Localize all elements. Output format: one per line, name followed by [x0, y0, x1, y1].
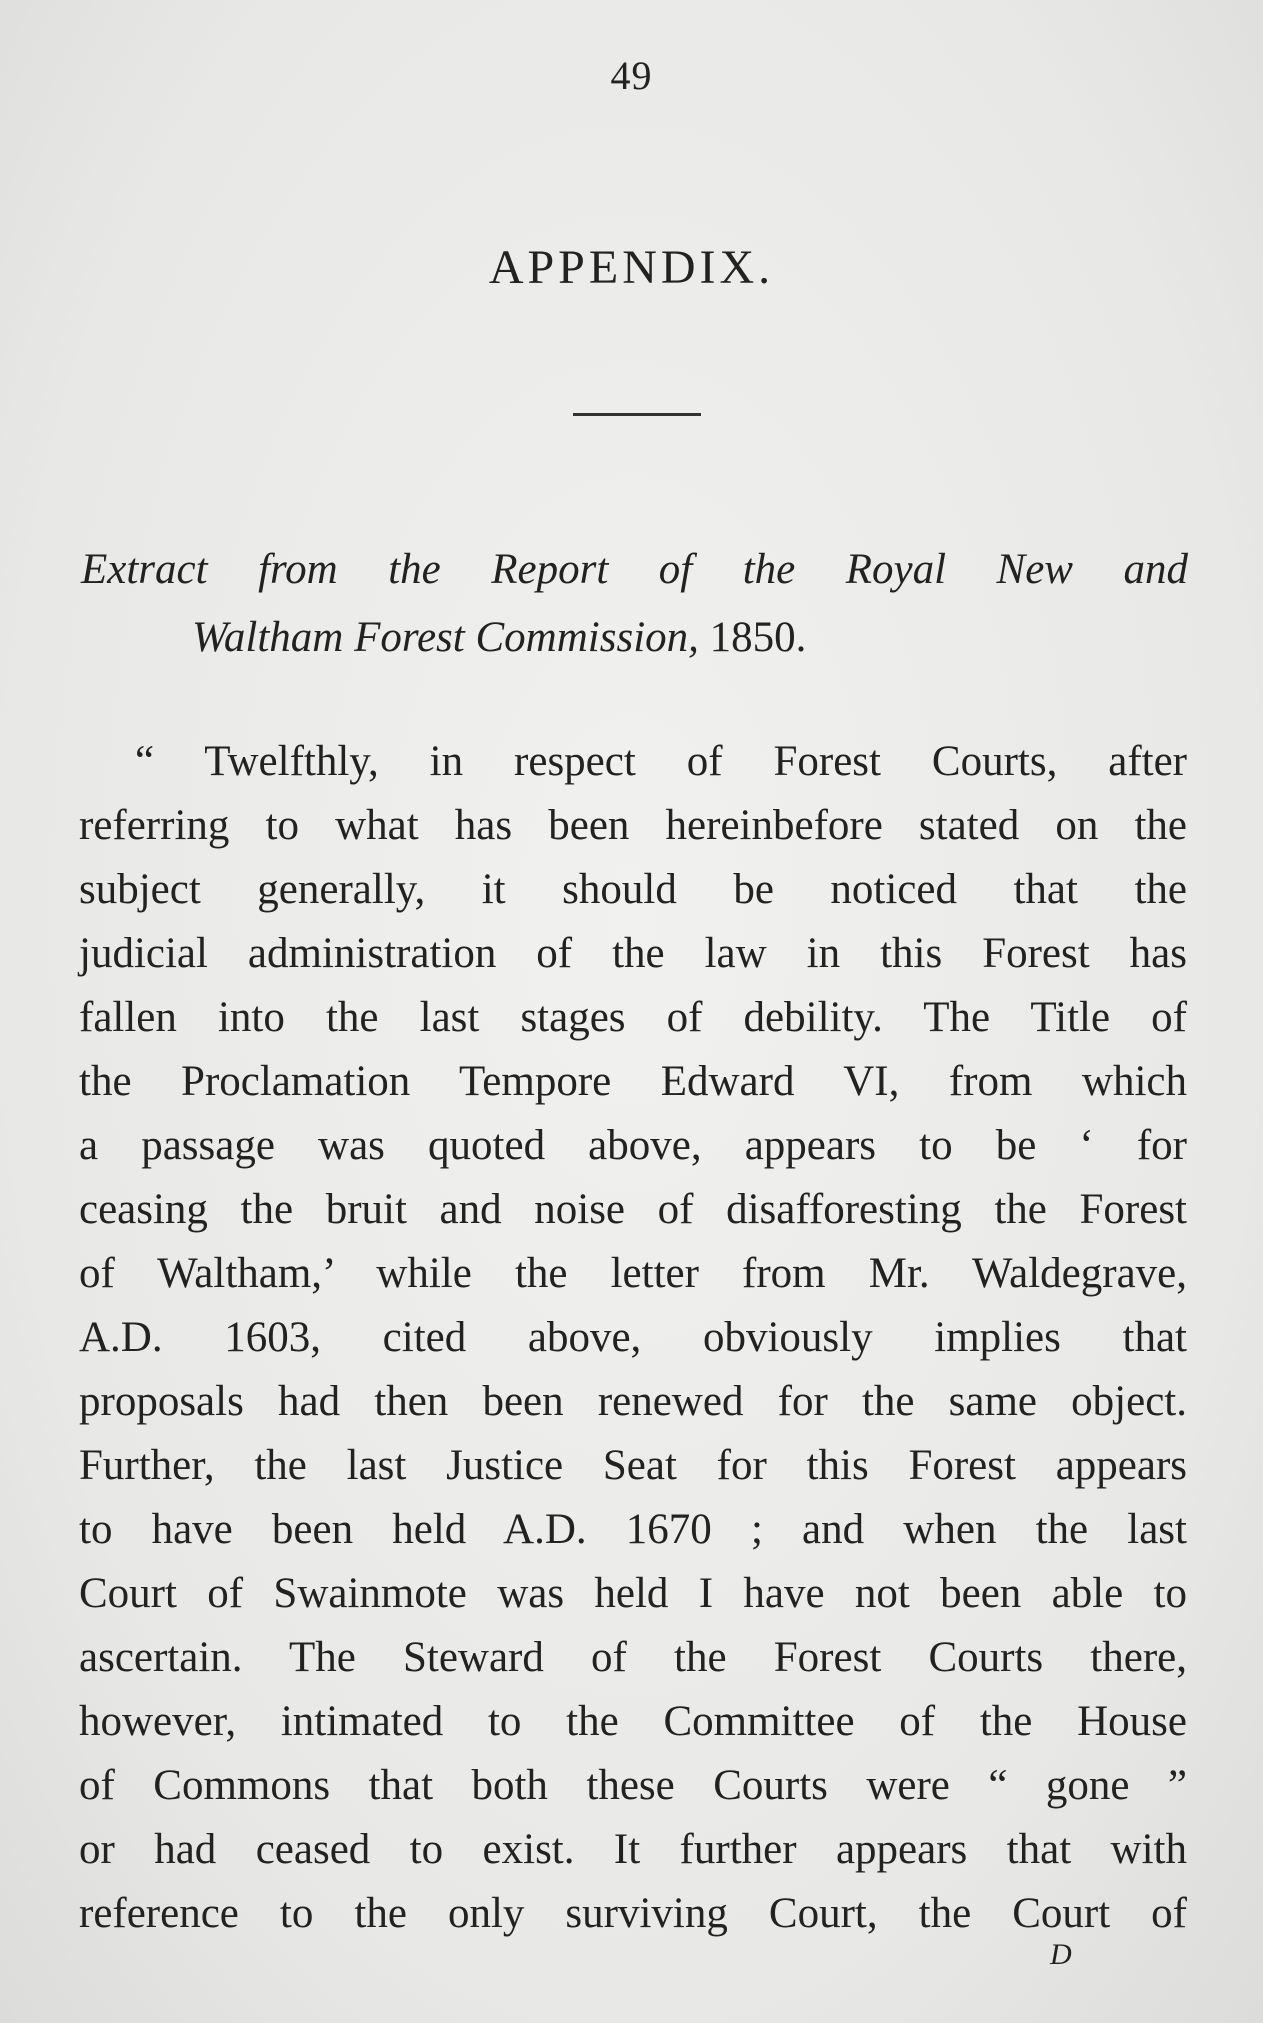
extract-title-line-2 [192, 606, 992, 670]
body-line: subject generally, it should be noticed that the [79, 866, 1187, 913]
extract-title-text: Extract from the Report of the Royal New and [81, 546, 1188, 593]
body-line: reference to the only surviving Court, the Court of [79, 1890, 1187, 1937]
body-line: referring to what has been hereinbefore stated on the [79, 802, 1187, 849]
body-line: ceasing the bruit and noise of disafforesting the Forest [79, 1186, 1187, 1233]
body-line: Further, the last Justice Seat for this Forest appears [79, 1442, 1187, 1489]
body-line: the Proclamation Tempore Edward VI, from which [79, 1058, 1187, 1105]
body-line: however, intimated to the Committee of the House [79, 1698, 1187, 1745]
body-line: Court of Swainmote was held I have not been able to [79, 1570, 1187, 1617]
body-line: fallen into the last stages of debility. The Title of [79, 994, 1187, 1041]
body-line: A.D. 1603, cited above, obviously implies that [79, 1314, 1187, 1361]
body-line: proposals had then been renewed for the same object. [79, 1378, 1187, 1425]
signature-mark: D [1050, 1938, 1072, 1971]
body-line: of Waltham,’ while the letter from Mr. Waldegrave, [79, 1250, 1187, 1297]
body-line: “ Twelfthly, in respect of Forest Courts, after [135, 738, 1187, 785]
body-line: a passage was quoted above, appears to be ‘ for [79, 1122, 1187, 1169]
extract-title-line-1 [81, 538, 1188, 602]
extract-title-commission: Waltham Forest Commission, [192, 614, 699, 661]
page-number: 49 [610, 53, 653, 98]
body-line: to have been held A.D. 1670 ; and when the last [79, 1506, 1187, 1553]
extract-title-year: 1850. [698, 614, 807, 661]
body-line: of Commons that both these Courts were “ gone ” [79, 1762, 1187, 1809]
body-line: judicial administration of the law in this Forest has [79, 930, 1187, 977]
appendix-heading: APPENDIX. [488, 241, 775, 294]
body-line: ascertain. The Steward of the Forest Courts there, [79, 1634, 1187, 1681]
heading-divider [573, 413, 701, 416]
body-line: or had ceased to exist. It further appears that with [79, 1826, 1187, 1873]
body-text [79, 730, 1187, 1946]
